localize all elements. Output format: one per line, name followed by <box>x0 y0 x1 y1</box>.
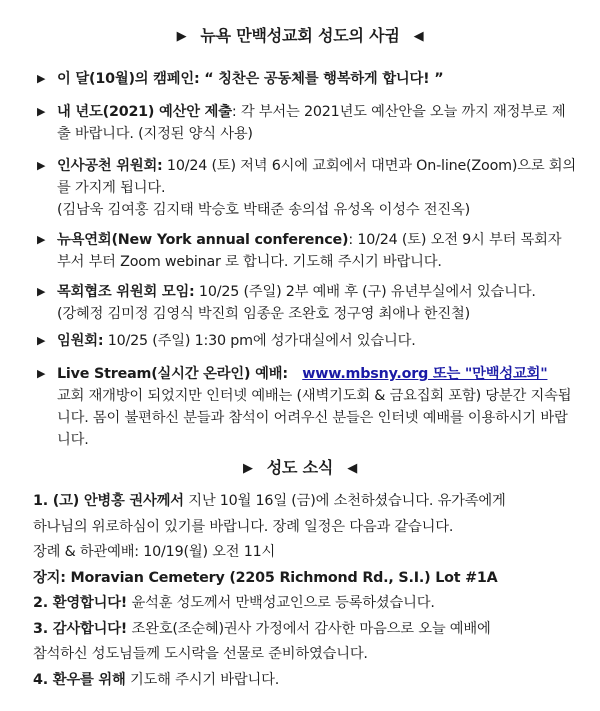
member-news <box>33 489 581 693</box>
announcement-budget: ▶ 내 년도(2021) 예산안 제출: 각 부서는 2021년도 예산안을 오늘 까지 재정부로 제출 바랍니다. (지정된 양식 사용) <box>57 101 577 145</box>
bullet-triangle-icon: ▶ <box>37 72 46 85</box>
member-list: (강혜정 김미정 김영식 박진희 임종운 조완호 정구영 최애나 한진철) <box>57 306 471 322</box>
right-triangle-icon: ▶ <box>176 29 187 44</box>
announcement-live-stream: ▶ Live Stream(실시간 온라인) 예배: www.mbsny.org 또는 "만백성교회" 교회 재개방이 되었지만 인터넷 예배는 (새벽기도회 & 금요집회 포함) 당분간 지속됩니다. 몸이 불편하신 분들과 참석이 어려우신 분들은 인터넷 예배를 이용하시기 바랍니다. <box>57 363 577 451</box>
bullet-triangle-icon: ▶ <box>37 233 46 246</box>
announcement-officers-meeting: ▶ 임원회: 10/25 (주일) 1:30 pm에 성가대실에서 있습니다. <box>57 330 577 352</box>
left-triangle-icon: ◀ <box>347 461 358 476</box>
announcement-annual-conference: ▶ 뉴욕연회(New York annual conference): 10/24 (토) 오전 9시 부터 목회자 부서 부터 Zoom webinar 로 합니다. 기도해 주시기 바랍니다. <box>57 229 577 273</box>
news-line: 4. 환우를 위해 기도해 주시기 바랍니다. <box>33 671 280 688</box>
news-line: 장지: Moravian Cemetery (2205 Richmond Rd., S.I.) Lot #1A <box>33 569 498 586</box>
bullet-triangle-icon: ▶ <box>37 105 46 118</box>
bullet-triangle-icon: ▶ <box>37 334 46 347</box>
announcement-nomination-committee: ▶ 인사공천 위원회: 10/24 (토) 저녁 6시에 교회에서 대면과 On-line(Zoom)으로 회의를 가지게 됩니다. (김남욱 김여홍 김지태 박승호 박태준 송의섭 유성옥 이성수 전진옥) <box>57 155 577 221</box>
news-title: ▶ 성도 소식 ◀ <box>242 458 358 477</box>
news-line: 장례 & 하관예배: 10/19(월) 오전 11시 <box>33 544 276 560</box>
bullet-triangle-icon: ▶ <box>37 367 46 380</box>
right-triangle-icon: ▶ <box>242 461 253 476</box>
news-line: 2. 환영합니다! 윤석훈 성도께서 만백성교인으로 등록하셨습니다. <box>33 595 435 611</box>
member-list: (김남욱 김여홍 김지태 박승호 박태준 송의섭 유성옥 이성수 전진옥) <box>57 202 471 218</box>
website-link[interactable]: www.mbsny.org 또는 "만백성교회" <box>302 366 548 382</box>
announcement-pastoral-committee: ▶ 목회협조 위원회 모임: 10/25 (주일) 2부 예배 후 (구) 유년부실에서 있습니다. (강혜정 김미정 김영식 박진희 임종운 조완호 정구영 최애나 한진철) <box>57 281 577 325</box>
news-line: 참석하신 성도님들께 도시락을 선물로 준비하였습니다. <box>33 646 368 662</box>
news-line: 1. (고) 안병홍 권사께서 지난 10월 16일 (금)에 소천하셨습니다. 유가족에게 <box>33 493 506 509</box>
news-line: 3. 감사합니다! 조완호(조순혜)권사 가정에서 감사한 마음으로 오늘 예배에 <box>33 620 491 637</box>
bullet-triangle-icon: ▶ <box>37 285 46 298</box>
news-line: 하나님의 위로하심이 있기를 바랍니다. 장례 일정은 다음과 같습니다. <box>33 518 454 535</box>
page-title: ▶ 뉴욕 만백성교회 성도의 사귐 ◀ <box>176 26 424 45</box>
left-triangle-icon: ◀ <box>413 29 424 44</box>
bullet-triangle-icon: ▶ <box>37 159 46 172</box>
announcement-campaign: ▶ 이 달(10월)의 캠페인: “ 칭찬은 공동체를 행복하게 합니다! ” <box>57 68 577 90</box>
